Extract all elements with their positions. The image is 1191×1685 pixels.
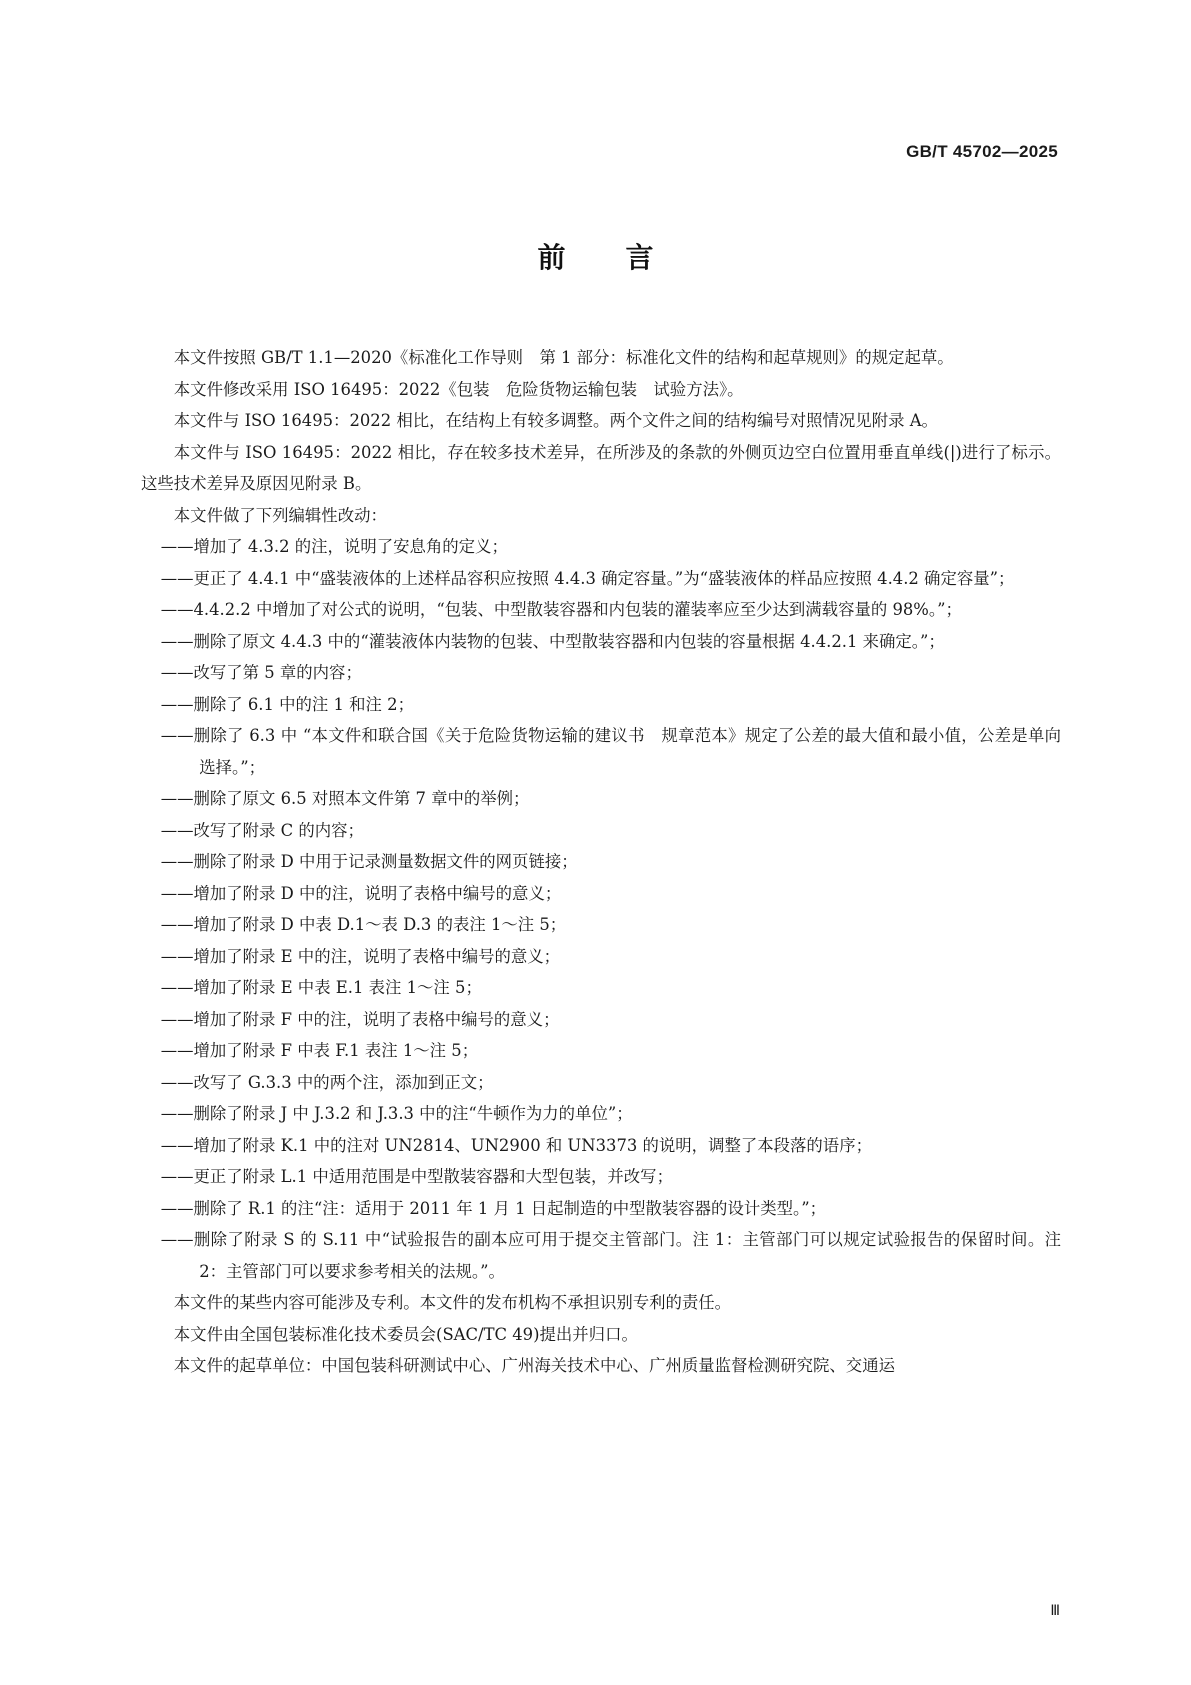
paragraph: 本文件修改采用 ISO 16495：2022《包装 危险货物运输包装 试验方法》。 xyxy=(173,379,744,399)
list-item: ——增加了附录 K.1 中的注对 UN2814、UN2900 和 UN3373 的说明，调整了本段落的语序； xyxy=(160,1135,872,1155)
page-title: 前言 xyxy=(537,241,714,274)
paragraph: 本文件的起草单位：中国包装科研测试中心、广州海关技术中心、广州质量监督检测研究院、交通运 xyxy=(173,1356,895,1375)
paragraph: 本文件与 ISO 16495：2022 相比，存在较多技术差异，在所涉及的条款的外侧页边空白位置用垂直单线(|)进行了标示。这些技术差异及原因见附录 B。 xyxy=(141,442,1061,493)
paragraph: 本文件做了下列编辑性改动： xyxy=(173,505,387,525)
list-item: ——增加了附录 D 中表 D.1～表 D.3 的表注 1～注 5； xyxy=(160,915,567,934)
list-item: ——删除了原文 6.5 对照本文件第 7 章中的举例； xyxy=(160,789,530,808)
list-item: ——删除了附录 J 中 J.3.2 和 J.3.3 中的注“牛顿作为力的单位”； xyxy=(160,1104,633,1123)
list-item: ——增加了附录 F 中的注，说明了表格中编号的意义； xyxy=(160,1009,560,1029)
list-item: ——改写了第 5 章的内容； xyxy=(160,663,362,682)
list-item: ——删除了原文 4.4.3 中的“灌装液体内装物的包装、中型散装容器和内包装的容量根据 4.4.2.1 来确定。”； xyxy=(160,631,945,651)
list-item: ——增加了附录 E 中的注，说明了表格中编号的意义； xyxy=(160,946,561,966)
list-item: ——删除了 6.3 中 “本文件和联合国《关于危险货物运输的建议书 规章范本》规定了公差的最大值和最小值，公差是单向选择。”； xyxy=(160,726,1061,777)
list-item: ——增加了附录 E 中表 E.1 表注 1～注 5； xyxy=(160,978,482,997)
list-item: ——更正了 4.4.1 中“盛装液体的上述样品容积应按照 4.4.3 确定容量。”为“盛装液体的样品应按照 4.4.2 确定容量”； xyxy=(160,568,1015,588)
list-item: ——改写了附录 C 的内容； xyxy=(160,820,364,840)
standard-code: GB/T 45702—2025 xyxy=(906,142,1058,161)
list-item: ——删除了附录 D 中用于记录测量数据文件的网页链接； xyxy=(160,852,578,871)
paragraph: 本文件由全国包装标准化技术委员会(SAC/TC 49)提出并归口。 xyxy=(173,1324,638,1344)
foreword-body xyxy=(141,342,1061,1382)
list-item: ——增加了附录 D 中的注，说明了表格中编号的意义； xyxy=(160,883,562,903)
paragraph: 本文件与 ISO 16495：2022 相比，在结构上有较多调整。两个文件之间的结构编号对照情况见附录 A。 xyxy=(173,411,938,430)
list-item: ——删除了 6.1 中的注 1 和注 2； xyxy=(160,694,414,714)
list-item: ——删除了 R.1 的注“注：适用于 2011 年 1 月 1 日起制造的中型散装容器的设计类型。”； xyxy=(160,1198,826,1218)
paragraph: 本文件的某些内容可能涉及专利。本文件的发布机构不承担识别专利的责任。 xyxy=(173,1293,732,1312)
list-item: ——更正了附录 L.1 中适用范围是中型散装容器和大型包装，并改写； xyxy=(160,1167,673,1186)
list-item: ——改写了 G.3.3 中的两个注，添加到正文； xyxy=(160,1072,494,1092)
list-item: ——增加了附录 F 中表 F.1 表注 1～注 5； xyxy=(160,1041,479,1060)
list-item: ——增加了 4.3.2 的注，说明了安息角的定义； xyxy=(160,537,508,556)
page-number: Ⅲ xyxy=(1050,1603,1060,1619)
list-item: ——4.4.2.2 中增加了对公式的说明，“包装、中型散装容器和内包装的灌装率应至少达到满载容量的 98%。”； xyxy=(160,600,962,619)
paragraph: 本文件按照 GB/T 1.1—2020《标准化工作导则 第 1 部分：标准化文件的结构和起草规则》的规定起草。 xyxy=(173,348,954,367)
list-item: ——删除了附录 S 的 S.11 中“试验报告的副本应可用于提交主管部门。注 1：主管部门可以规定试验报告的保留时间。注 2：主管部门可以要求参考相关的法规。”。 xyxy=(160,1230,1061,1281)
